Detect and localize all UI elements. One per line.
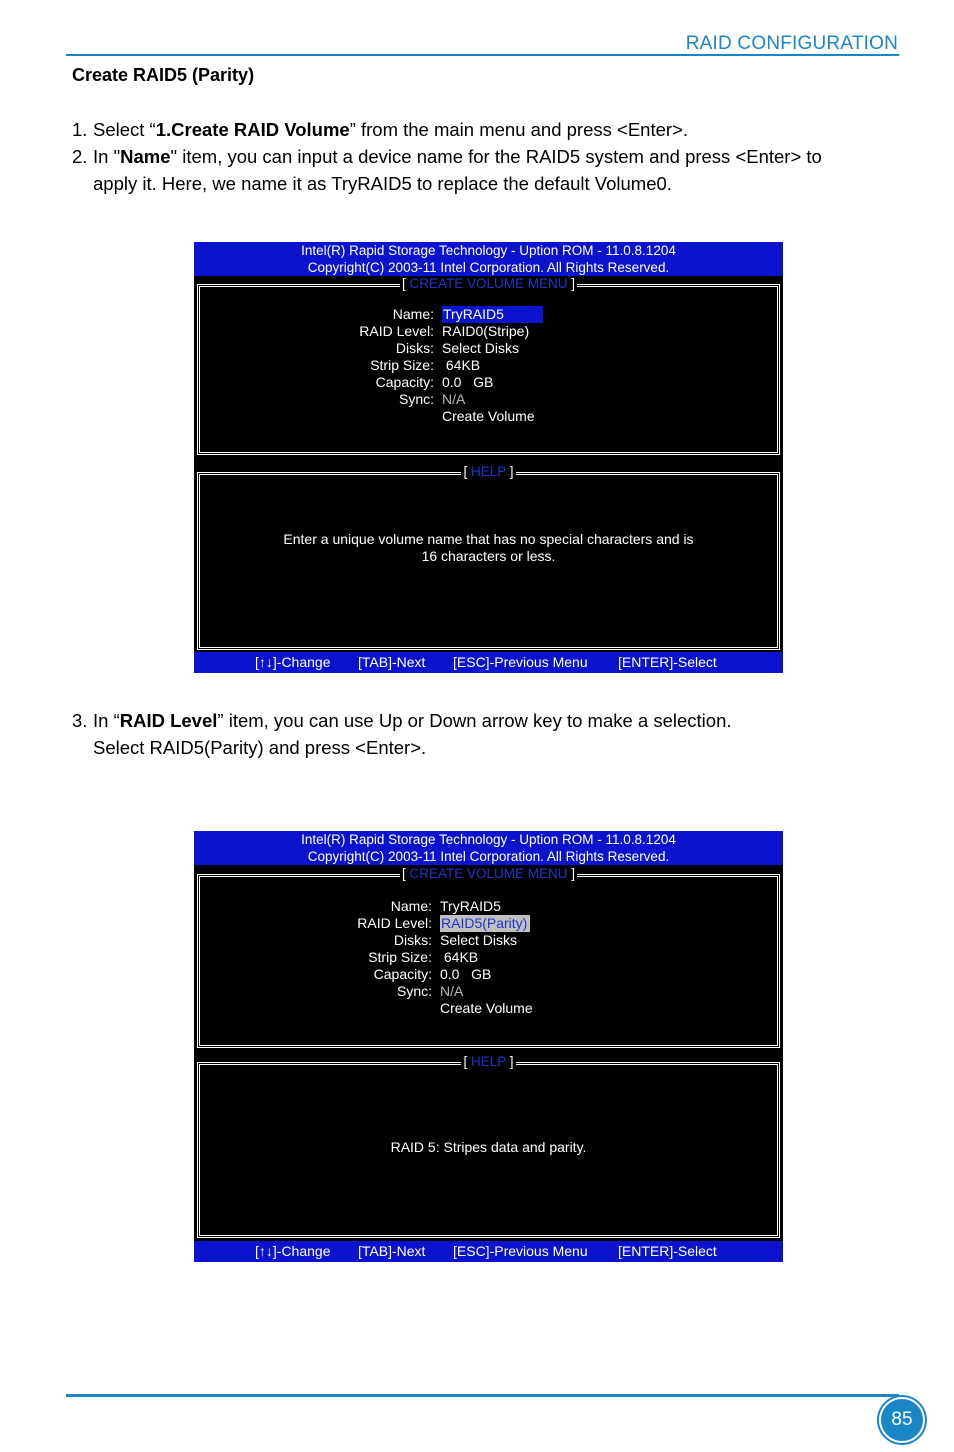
bios-screen-raid-level <box>194 831 783 1262</box>
field-sync: Sync: N/A <box>398 391 466 407</box>
step-3: 3. In “RAID Level” item, you can use Up or Down arrow key to make a selection. Select RAID5(Parity) and press <Enter>. <box>72 710 732 758</box>
field-strip-size[interactable]: Strip Size: 64KB <box>370 357 481 373</box>
key-next: [TAB]-Next <box>358 1243 426 1259</box>
bios-title-bar: Intel(R) Rapid Storage Technology - Uption ROM - 11.0.8.1204 Copyright(C) 2003-11 Intel Corporation. All Rights Reserved. <box>194 831 783 865</box>
section-title: Create RAID5 (Parity) <box>72 65 255 85</box>
field-sync: Sync: N/A <box>396 983 464 999</box>
help-frame: [ HELP ] Enter a unique volume name that has no special characters and is 16 characters or less. <box>197 472 780 650</box>
step-1: 1. Select “1.Create RAID Volume” from the main menu and press <Enter>. <box>72 119 688 140</box>
step-2: 2. In "Name" item, you can input a device name for the RAID5 system and press <Enter> to apply it. Here, we name it as TryRAID5 to replace the default Volume0. <box>72 146 822 194</box>
field-raid-level[interactable]: RAID Level: RAID5(Parity) <box>292 915 592 932</box>
page-number: 85 <box>879 1397 925 1443</box>
help-label: HELP <box>470 464 507 479</box>
field-name[interactable]: Name: TryRAID5 <box>294 306 594 323</box>
field-capacity[interactable]: Capacity: 0.0 GB <box>375 374 494 390</box>
help-text: Enter a unique volume name that has no special characters and is 16 characters or less. <box>283 531 694 564</box>
key-next: [TAB]-Next <box>358 654 426 670</box>
name-input[interactable]: TryRAID5 <box>442 306 543 323</box>
field-disks[interactable]: Disks: Select Disks <box>395 340 520 356</box>
key-previous-menu: [ESC]-Previous Menu <box>453 654 588 670</box>
key-previous-menu: [ESC]-Previous Menu <box>453 1243 588 1259</box>
field-capacity[interactable]: Capacity: 0.0 GB <box>373 966 492 982</box>
raid-level-select[interactable]: RAID5(Parity) <box>440 915 530 932</box>
bios-key-bar <box>194 1241 783 1262</box>
help-frame: [ HELP ] RAID 5: Stripes data and parity. <box>197 1062 780 1238</box>
key-change: [↑↓]-Change <box>255 654 331 670</box>
name-input[interactable]: TryRAID5 <box>440 898 501 914</box>
menu-label: CREATE VOLUME MENU <box>409 276 568 291</box>
field-name[interactable]: Name: TryRAID5 <box>390 898 501 914</box>
header-title: RAID CONFIGURATION <box>685 33 898 54</box>
bios-title-bar: Intel(R) Rapid Storage Technology - Uption ROM - 11.0.8.1204 Copyright(C) 2003-11 Intel Corporation. All Rights Reserved. <box>194 242 783 276</box>
field-strip-size[interactable]: Strip Size: 64KB <box>368 949 479 965</box>
menu-label: CREATE VOLUME MENU <box>409 866 568 881</box>
create-volume-menu-frame: [ CREATE VOLUME MENU ] Name: TryRAID5 RAID Level: RAID0(Stripe) Disks: Select Disks Strip Size: 64KB Capacity: 0.0 GB Sync: N/A Create Volume <box>197 284 780 455</box>
help-text: RAID 5: Stripes data and parity. <box>390 1139 587 1155</box>
create-volume-menu-frame: [ CREATE VOLUME MENU ] Name: TryRAID5 RAID Level: RAID5(Parity) Disks: Select Disks Strip Size: 64KB Capacity: 0.0 GB Sync: N/A Create Volume <box>197 874 780 1048</box>
field-raid-level[interactable]: RAID Level: RAID0(Stripe) <box>359 323 530 339</box>
key-select: [ENTER]-Select <box>618 1243 717 1259</box>
footer-rule <box>66 1394 899 1397</box>
field-disks[interactable]: Disks: Select Disks <box>393 932 518 948</box>
help-label: HELP <box>470 1054 507 1069</box>
header-rule <box>66 54 899 56</box>
create-volume-option[interactable]: Create Volume <box>440 1000 533 1016</box>
bios-screen-name <box>194 242 783 673</box>
bios-key-bar <box>194 652 783 673</box>
key-change: [↑↓]-Change <box>255 1243 331 1259</box>
create-volume-option[interactable]: Create Volume <box>442 408 535 424</box>
key-select: [ENTER]-Select <box>618 654 717 670</box>
